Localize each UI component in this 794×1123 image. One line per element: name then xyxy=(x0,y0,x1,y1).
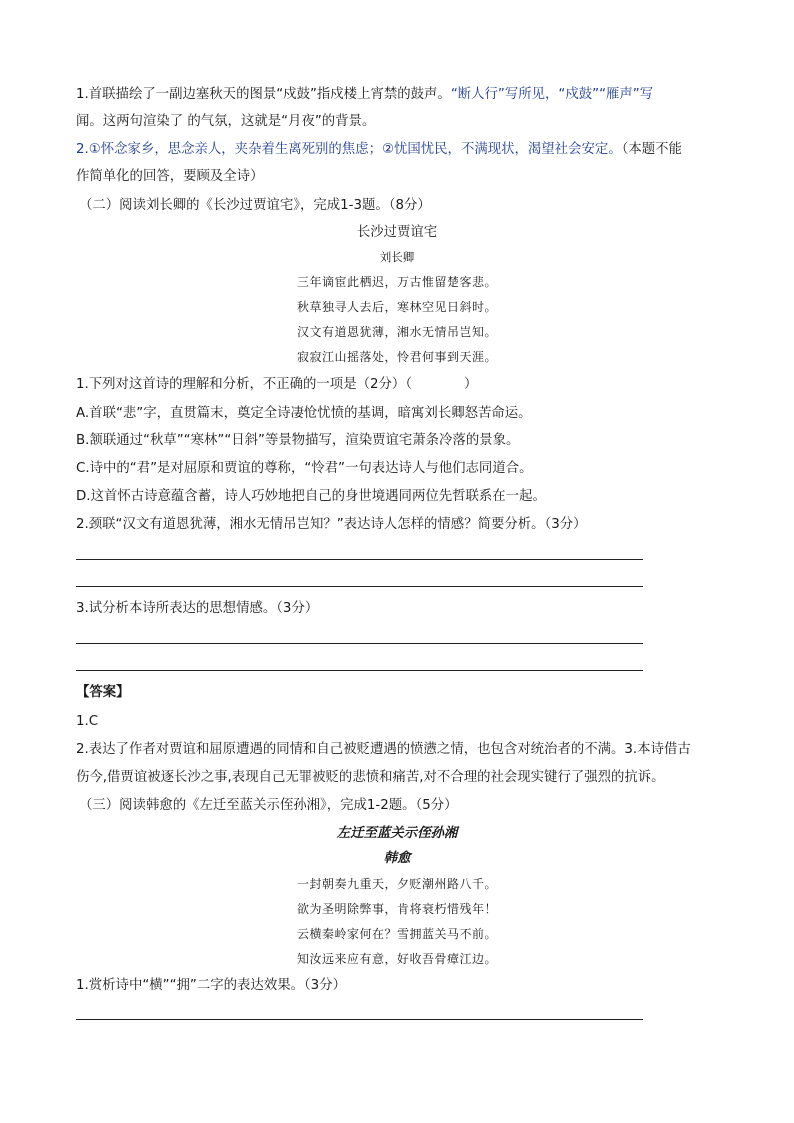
option-d: D.这首怀古诗意蕴含蓄，诗人巧妙地把自己的身世境遇同两位先哲联系在一起。 xyxy=(76,489,546,504)
poem-2-line: 寂寂江山摇落处，怜君何事到天涯。 xyxy=(296,350,497,364)
poem-3-line: 一封朝奏九重天，夕贬潮州路八千。 xyxy=(296,877,497,891)
answer-2-line-1 xyxy=(76,141,682,159)
answer-label: 【答案】 xyxy=(76,685,130,700)
poem-3-title: 左迁至蓝关示侄孙湘 xyxy=(336,825,458,841)
answer-1-line-1 xyxy=(76,86,653,104)
answer-2-text-b: （本题不能 xyxy=(621,142,682,157)
answer-line[interactable] xyxy=(76,1019,643,1020)
answer-2-2-line-2: 伤今,借贾谊被逐长沙之事,表现自己无罪被贬的悲愤和痛苦,对不合理的社会现实键行了强烈的抗诉。 xyxy=(76,770,665,785)
poem-3-line: 云横秦岭家何在？雪拥蓝关马不前。 xyxy=(296,927,497,941)
poem-3-author: 韩愈 xyxy=(383,850,411,866)
answer-2-1: 1.C xyxy=(76,714,99,729)
section-2-heading: （二）阅读刘长卿的《长沙过贾谊宅》，完成1-3题。（8分） xyxy=(79,198,431,213)
option-a: A.首联“悲”字，直贯篇末，奠定全诗凄怆忧愤的基调，暗寓刘长卿怒苦命运。 xyxy=(76,406,532,421)
question-2-3: 3.试分析本诗所表达的思想情感。（3分） xyxy=(76,601,319,616)
poem-2-line: 汉文有道恩犹薄，湘水无情吊岂知。 xyxy=(296,325,497,339)
poem-3-line: 欲为圣明除弊事，肯将衰朽惜残年！ xyxy=(296,902,497,916)
section-3-heading: （三）阅读韩愈的《左迁至蓝关示侄孙湘》，完成1-2题。（5分） xyxy=(79,798,458,813)
answer-line[interactable] xyxy=(76,559,643,560)
question-2-1-text: 1.下列对这首诗的理解和分析，不正确的一项是（2分）（ xyxy=(76,377,412,392)
poem-2-line: 秋草独寻人去后，寒林空见日斜时。 xyxy=(296,300,497,314)
question-2-2: 2.颈联“汉文有道恩犹薄，湘水无情吊岂知？”表达诗人怎样的情感？简要分析。（3分） xyxy=(76,517,587,532)
poem-2-author: 刘长卿 xyxy=(379,250,415,264)
option-c: C.诗中的“君”是对屈原和贾谊的尊称，“怜君”一句表达诗人与他们志同道合。 xyxy=(76,461,533,476)
answer-line[interactable] xyxy=(76,643,643,644)
answer-1-text-a: 1.首联描绘了一副边塞秋天的图景“戍鼓”指戍楼上宵禁的鼓声。 xyxy=(76,87,451,102)
poem-3-line: 知汝远来应有意，好收吾骨瘴江边。 xyxy=(296,952,497,966)
answer-2-line-2: 作简单化的回答，要顾及全诗） xyxy=(76,169,264,184)
question-2-1-close: ） xyxy=(463,377,478,392)
answer-line[interactable] xyxy=(76,586,643,587)
option-b: B.颔联通过“秋草”“寒林”“日斜”等景物描写，渲染贾谊宅萧条冷落的景象。 xyxy=(76,433,520,448)
answer-1-line-2: 闻。这两句渲染了 的气氛，这就是“月夜”的背景。 xyxy=(76,114,376,129)
answer-2-2-line-1: 2.表达了作者对贾谊和屈原遭遇的同情和自己被贬遭遇的愤懑之情，也包含对统治者的不满。3.本诗借古 xyxy=(76,742,691,757)
answer-line[interactable] xyxy=(76,670,643,671)
answer-2-text-a: 2.①怀念家乡，思念亲人，夹杂着生离死别的焦虑；②忧国忧民，不满现状，渴望社会安定。 xyxy=(76,142,622,157)
poem-2-line: 三年谪宦此栖迟，万古惟留楚客悲。 xyxy=(296,275,497,289)
poem-2-title: 长沙过贾谊宅 xyxy=(356,225,438,240)
answer-1-text-b: “断人行”写所见，“戍鼓”“雁声”写 xyxy=(450,87,654,102)
question-2-1 xyxy=(76,376,477,394)
question-3-1: 1.赏析诗中“横”“拥”二字的表达效果。（3分） xyxy=(76,978,346,993)
